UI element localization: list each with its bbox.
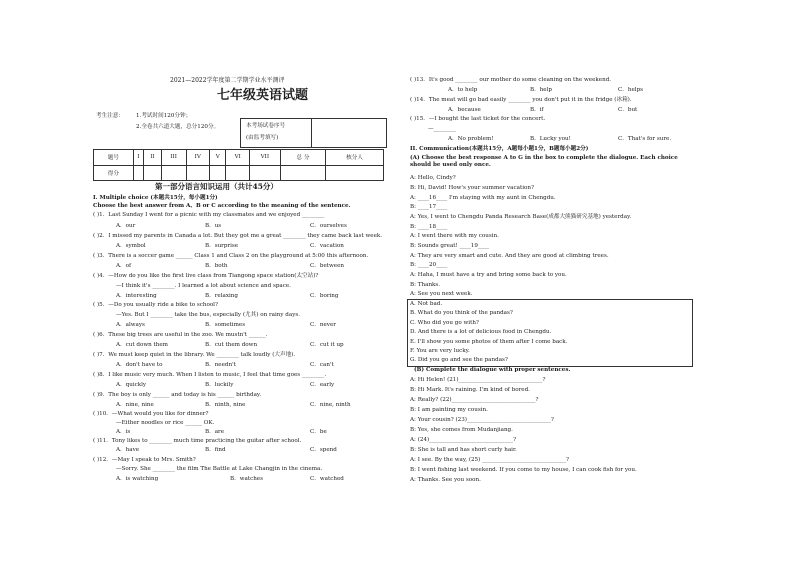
- dialogue-a-line: B: ____18____: [410, 224, 448, 230]
- q13-option-a[interactable]: A．to help: [448, 87, 478, 93]
- dialogue-a-line: A: See you next week.: [410, 291, 473, 297]
- option-e[interactable]: E. I'll show you some photos of them after I come back.: [410, 339, 568, 345]
- dialogue-a-line: A: They are very smart and cute. And they are good at climbing trees.: [410, 253, 609, 259]
- dialogue-b-line: A: Really? (22)______________________________?: [410, 397, 539, 403]
- q10-option-a[interactable]: A．is: [116, 429, 131, 435]
- q1-option-c[interactable]: C．ourselves: [310, 223, 347, 229]
- dialogue-b-line: B: Hi Mark. It's raining. I'm kind of bored.: [410, 387, 530, 393]
- score-cell[interactable]: [133, 165, 143, 181]
- score-cell[interactable]: [250, 165, 281, 181]
- seat-label: 本考场试卷序号: [246, 123, 286, 129]
- q9-option-a[interactable]: A．nine, nine: [116, 402, 154, 408]
- dialogue-b-line: B: She is tall and has short curly hair.: [410, 447, 517, 453]
- q13-option-b[interactable]: B．help: [530, 87, 552, 93]
- question-12: ( )12．—May I speak to Mrs. Smith?: [93, 457, 196, 463]
- dialogue-b-line: A: Your cousin? (23)______________________________?: [410, 417, 554, 423]
- question-11: ( )11．Tony likes to ________ much time practicing the guitar after school.: [93, 438, 302, 444]
- question-6: ( )6．These big trees are useful in the zoo. We mustn't ______.: [93, 332, 268, 338]
- q5-option-b[interactable]: B．sometimes: [205, 322, 246, 328]
- q10-option-b[interactable]: B．are: [205, 429, 225, 435]
- q6-option-b[interactable]: B．cut them down: [205, 342, 258, 348]
- dialogue-a-line: A: ____16____ I'm staying with my aunt in Chengdu.: [410, 195, 556, 201]
- q12-option-a[interactable]: A．is watching: [116, 476, 159, 482]
- score-header: 总 分: [280, 150, 325, 166]
- page-title: 七年级英语试题: [217, 88, 309, 103]
- option-b[interactable]: B. What do you think of the pandas?: [410, 310, 513, 316]
- option-a[interactable]: A. Not bad.: [410, 301, 443, 307]
- q14-option-b[interactable]: B．if: [530, 107, 544, 113]
- score-cell[interactable]: [144, 165, 162, 181]
- q5-option-a[interactable]: A．always: [116, 322, 145, 328]
- question-5-line2: —Yes. But I ________ take the bus, especially (尤其) on rainy days.: [116, 312, 301, 318]
- q3-option-a[interactable]: A．of: [116, 263, 132, 269]
- score-header: IV: [186, 150, 210, 166]
- q9-option-c[interactable]: C．nine, ninth: [310, 402, 351, 408]
- question-5: ( )5．—Do you usually ride a bike to school?: [93, 302, 218, 308]
- dialogue-a-line: B: Thanks.: [410, 282, 441, 288]
- score-header: VII: [250, 150, 281, 166]
- score-cell[interactable]: [326, 165, 384, 181]
- dialogue-a-line: A: Hello, Cindy?: [410, 175, 456, 181]
- question-4: ( )4．—How do you like the first live class from Tiangong space station(太空站)?: [93, 273, 319, 279]
- question-15: ( )15．—I bought the last ticket for the concert.: [410, 116, 546, 122]
- score-cell[interactable]: [161, 165, 186, 181]
- q3-option-c[interactable]: C．between: [310, 263, 345, 269]
- q9-option-b[interactable]: B．ninth, nine: [205, 402, 246, 408]
- dialogue-a-line: B: ____20____: [410, 262, 448, 268]
- q8-option-c[interactable]: C．early: [310, 382, 335, 388]
- note-1: 1.考试时间120分钟；: [136, 113, 192, 119]
- q10-option-c[interactable]: C．be: [310, 429, 327, 435]
- communication-title: II. Communication(本题共15分，A题每小题1分，B题每小题2分): [410, 146, 589, 152]
- q11-option-b[interactable]: B．find: [205, 447, 226, 453]
- question-15-line2: —________: [428, 126, 456, 132]
- option-f[interactable]: F. You are very lucky.: [410, 348, 470, 354]
- score-header: VI: [226, 150, 250, 166]
- mc-instructions: Choose the best answer from A、B or C according to the meaning of the sentence.: [93, 203, 351, 209]
- question-13: ( )13．It's good ________ our mother do some cleaning on the weekend.: [410, 77, 612, 83]
- score-header: 核分人: [326, 150, 384, 166]
- q11-option-c[interactable]: C．spend: [310, 447, 337, 453]
- q14-option-c[interactable]: C．but: [618, 107, 638, 113]
- q11-option-a[interactable]: A．have: [116, 447, 140, 453]
- dialogue-a-line: B: Sounds great! ____19____: [410, 243, 490, 249]
- score-table: [93, 149, 384, 181]
- question-10: ( )10．—What would you like for dinner?: [93, 411, 209, 417]
- dialogue-b-line: B: I went fishing last weekend. If you come to my house, I can cook fish for you.: [410, 467, 637, 473]
- score-row-label: 得分: [94, 165, 134, 181]
- mc-title: I. Multiple choice (本题共15分，每小题1分): [93, 195, 218, 201]
- score-header: III: [161, 150, 186, 166]
- dialogue-b-line: A: I see. By the way, (25) ______________________________?: [410, 457, 569, 463]
- option-c[interactable]: C. Who did you go with?: [410, 320, 479, 326]
- q13-option-c[interactable]: C．helps: [618, 87, 644, 93]
- dialogue-b-line: B: Yes, she comes from Mudanjiang.: [410, 427, 513, 433]
- dialogue-a-line: A: I went there with my cousin.: [410, 233, 499, 239]
- dialogue-b-line: B: I am painting my cousin.: [410, 407, 488, 413]
- q7-option-a[interactable]: A．don't have to: [116, 362, 163, 368]
- q8-option-a[interactable]: A．quickly: [116, 382, 147, 388]
- q1-option-a[interactable]: A．our: [116, 223, 136, 229]
- q4-option-b[interactable]: B．relaxing: [205, 293, 238, 299]
- q2-option-a[interactable]: A．symbol: [116, 243, 146, 249]
- dialogue-b-line: A: Thanks. See you soon.: [410, 477, 481, 483]
- dialogue-a-line: A: Yes, I went to Chengdu Panda Research Base(成都大熊猫研究基地) yesterday.: [410, 214, 632, 220]
- part1-heading: 第一部分语言知识运用（共计45分）: [155, 182, 278, 191]
- dialogue-a-line: B: Hi, David! How's your summer vacation?: [410, 185, 534, 191]
- q2-option-c[interactable]: C．vacation: [310, 243, 344, 249]
- part-b-title: (B) Complete the dialogue with proper sentences.: [414, 367, 571, 373]
- q4-option-a[interactable]: A．interesting: [116, 293, 157, 299]
- option-g[interactable]: G. Did you go and see the pandas?: [410, 357, 508, 363]
- question-7: ( )7．We must keep quiet in the library. We ________ talk loudly (大声地).: [93, 352, 296, 358]
- q7-option-c[interactable]: C．can't: [310, 362, 334, 368]
- option-d[interactable]: D. And there is a lot of delicious food in Chengdu.: [410, 329, 552, 335]
- score-cell[interactable]: [226, 165, 250, 181]
- score-header: V: [210, 150, 226, 166]
- exam-year: 2021—2022学年度第二学期学业水平测评: [170, 77, 285, 84]
- question-8: ( )8．I like music very much. When I listen to music, I feel that time goes ________.: [93, 372, 327, 378]
- q7-option-b[interactable]: B．needn't: [205, 362, 236, 368]
- q3-option-b[interactable]: B．both: [205, 263, 228, 269]
- note-2: 2.全卷共六道大题，总分120分。: [136, 124, 220, 130]
- part-a-instructions: (A) Choose the best response A to G in the box to complete the dialogue. Each choice should be used only once.: [410, 155, 678, 168]
- question-9: ( )9．The boy is only ______ and today is his ______ birthday.: [93, 392, 262, 398]
- q12-option-c[interactable]: C．watched: [310, 476, 344, 482]
- seat-box-divider: [311, 119, 312, 147]
- dialogue-a-line: A: Haha, I must have a try and bring some back to you.: [410, 272, 567, 278]
- question-12-line2: —Sorry. She ________ the film The Battle at Lake Changjin in the cinema.: [116, 466, 323, 472]
- q4-option-c[interactable]: C．boring: [310, 293, 339, 299]
- dialogue-b-line: A: Hi Helen! (21)______________________________?: [410, 377, 546, 383]
- question-2: ( )2．I missed my parents in Canada a lot. But they got me a great ________ they came back last week.: [93, 233, 383, 239]
- score-cell[interactable]: [280, 165, 325, 181]
- question-14: ( )14．The meat will go bad easily ________ you don't put it in the fridge (冰箱).: [410, 97, 632, 103]
- seat-sub: (由监考填写): [246, 135, 279, 141]
- q8-option-b[interactable]: B．luckily: [205, 382, 234, 388]
- q14-option-a[interactable]: A．because: [448, 107, 481, 113]
- dialogue-b-line: A: (24)______________________________?: [410, 437, 517, 443]
- q2-option-b[interactable]: B．surprise: [205, 243, 239, 249]
- q15-option-b[interactable]: B．Lucky you!: [530, 136, 571, 142]
- question-1: ( )1．Last Sunday I went for a picnic with my classmates and we enjoyed ________: [93, 212, 325, 218]
- q12-option-b[interactable]: B．watches: [230, 476, 263, 482]
- score-cell[interactable]: [186, 165, 210, 181]
- q5-option-c[interactable]: C．never: [310, 322, 336, 328]
- score-header: 题号: [94, 150, 134, 166]
- question-10-line2: —Either noodles or rice ______ OK.: [116, 420, 215, 426]
- note-label: 考生注意：: [96, 113, 124, 119]
- q15-option-c[interactable]: C．That's for sure.: [618, 136, 672, 142]
- score-header: II: [144, 150, 162, 166]
- question-3: ( )3．There is a soccer game ______ Class 1 and Class 2 on the playground at 5:00 this afternoon.: [93, 253, 369, 259]
- q1-option-b[interactable]: B．us: [205, 223, 222, 229]
- q6-option-c[interactable]: C．cut it up: [310, 342, 344, 348]
- q6-option-a[interactable]: A．cut down them: [116, 342, 168, 348]
- dialogue-a-line: B: ____17____: [410, 204, 448, 210]
- score-cell[interactable]: [210, 165, 226, 181]
- q15-option-a[interactable]: A．No problem!: [448, 136, 494, 142]
- score-header: I: [133, 150, 143, 166]
- question-4-line2: —I think it's ________. I learned a lot about science and space.: [116, 283, 291, 289]
